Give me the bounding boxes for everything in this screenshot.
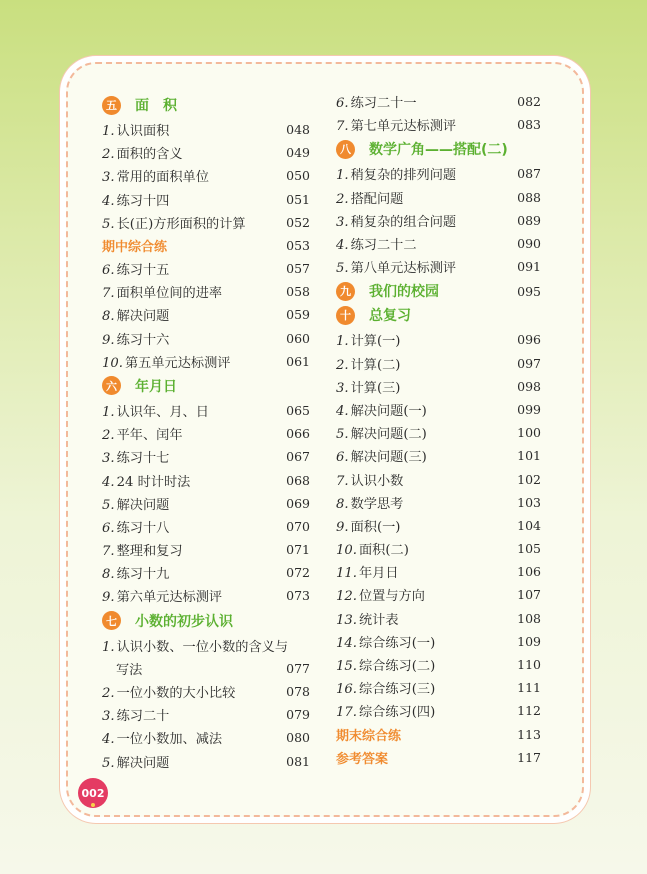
- page-ref: 104: [517, 517, 541, 533]
- entry-number: 6.: [336, 96, 349, 112]
- entry-title: 解决问题: [116, 309, 170, 325]
- entry-number: 5.: [102, 755, 115, 771]
- page-ref: 095: [517, 283, 541, 299]
- entry-title: 认识小数、一位小数的含义与: [116, 639, 289, 655]
- toc-entry-label: [102, 259, 169, 278]
- entry-number: 1.: [336, 334, 349, 350]
- toc-entry[interactable]: [336, 699, 541, 722]
- page-ref: 087: [517, 166, 541, 182]
- toc-entry-label: [336, 678, 435, 697]
- entry-title: 面积(二): [358, 543, 409, 559]
- entry-number: 1.: [102, 404, 115, 420]
- toc-entry[interactable]: [102, 141, 310, 164]
- page-ref: 106: [517, 564, 541, 580]
- entry-title: 综合练习(一): [358, 635, 436, 651]
- toc-entry[interactable]: [102, 422, 310, 445]
- toc-entry[interactable]: [336, 255, 541, 278]
- entry-number: 2.: [336, 357, 349, 373]
- toc-entry[interactable]: [336, 90, 541, 113]
- toc-entry-label: [336, 211, 456, 230]
- entry-number: 6.: [102, 263, 115, 279]
- entry-title: 练习二十: [116, 709, 170, 725]
- page-ref: 098: [517, 378, 541, 394]
- toc-entry-label: [102, 494, 169, 513]
- entry-number: 8.: [102, 309, 115, 325]
- entry-title: 一位小数的大小比较: [116, 686, 236, 702]
- toc-entry-label: [102, 190, 169, 209]
- entry-number: 16.: [336, 682, 357, 698]
- toc-entry[interactable]: [336, 583, 541, 606]
- toc-entry[interactable]: [336, 560, 541, 583]
- toc-entry-label: [102, 563, 169, 582]
- toc-entry[interactable]: [336, 352, 541, 375]
- entry-number: 1.: [336, 168, 349, 184]
- page-ref: 112: [517, 703, 541, 719]
- page-ref: 049: [286, 145, 310, 161]
- toc-entry[interactable]: [102, 634, 310, 657]
- entry-number: 4.: [102, 474, 115, 490]
- section-title: 小数的初步认识: [135, 613, 233, 630]
- entry-number: 4.: [336, 403, 349, 419]
- entry-title: 搭配问题: [350, 191, 404, 207]
- toc-entry-label: [102, 305, 169, 324]
- toc-entry-label: [102, 636, 288, 655]
- toc-entry-label: [102, 166, 209, 185]
- entry-number: 1.: [102, 639, 115, 655]
- page-ref: 053: [286, 237, 310, 253]
- chapter-number-badge: 五: [102, 96, 121, 115]
- entry-title: 年月日: [358, 566, 399, 582]
- page-ref: 050: [286, 168, 310, 184]
- toc-entry[interactable]: [336, 232, 541, 255]
- toc-entry-label: [102, 352, 230, 371]
- toc-entry-label: [336, 423, 427, 442]
- toc-entry[interactable]: [336, 537, 541, 560]
- section-title: 面 积: [135, 98, 177, 114]
- entry-number: 7.: [102, 544, 115, 560]
- entry-title: 稍复杂的组合问题: [350, 214, 457, 230]
- page-ref: 097: [517, 355, 541, 371]
- section-heading[interactable]: [102, 94, 310, 116]
- entry-number: 10.: [102, 355, 123, 371]
- toc-entry[interactable]: [336, 653, 541, 676]
- toc-entry-label: [102, 586, 222, 605]
- entry-number: 11.: [336, 566, 357, 582]
- toc-entry-label: [336, 257, 456, 276]
- page-ref: 065: [286, 402, 310, 418]
- page-ref: 079: [286, 707, 310, 723]
- entry-title: 计算(二): [350, 357, 401, 373]
- page-ref: 099: [517, 401, 541, 417]
- entry-title: 认识年、月、日: [116, 404, 209, 420]
- toc-entry[interactable]: [102, 350, 310, 373]
- toc-entry-label: [336, 539, 409, 558]
- toc-entry-label: [336, 354, 400, 373]
- entry-title: 24 时计时法: [116, 474, 191, 490]
- entry-title: 第六单元达标测评: [116, 590, 223, 606]
- entry-title: 统计表: [358, 612, 399, 628]
- page-ref: 101: [517, 448, 541, 464]
- entry-number: 7.: [102, 286, 115, 302]
- page-ref: 102: [517, 471, 541, 487]
- toc-entry-label: [102, 143, 183, 162]
- entry-title: 解决问题: [116, 497, 170, 513]
- toc-entry-label: [102, 424, 183, 443]
- toc-entry[interactable]: [102, 303, 310, 326]
- toc-entry[interactable]: [336, 514, 541, 537]
- toc-entry[interactable]: [102, 492, 310, 515]
- toc-entry-label: [336, 188, 403, 207]
- entry-number: 9.: [336, 519, 349, 535]
- toc-entry[interactable]: [102, 726, 310, 749]
- entry-title: 写法: [116, 662, 143, 678]
- toc-entry-label: [336, 92, 417, 111]
- toc-entry-label: [102, 329, 169, 348]
- chapter-number-badge: 八: [336, 140, 355, 159]
- page-ref: 077: [286, 660, 310, 676]
- entry-number: 4.: [102, 732, 115, 748]
- entry-title: 练习十六: [116, 332, 170, 348]
- section-heading[interactable]: [102, 610, 310, 632]
- toc-entry-label: [336, 516, 400, 535]
- section-heading[interactable]: [336, 138, 541, 160]
- page-ref: 067: [286, 449, 310, 465]
- page-ref: 108: [517, 610, 541, 626]
- toc-entry[interactable]: [336, 491, 541, 514]
- entry-number: 2.: [336, 191, 349, 207]
- toc-entry[interactable]: [336, 421, 541, 444]
- toc-entry-label: [336, 701, 435, 720]
- entry-title: 练习二十二: [350, 238, 417, 254]
- toc-entry-label: [102, 282, 222, 301]
- entry-number: 1.: [102, 124, 115, 140]
- toc-entry[interactable]: [102, 211, 310, 234]
- toc-entry-label: [336, 493, 403, 512]
- toc-entry[interactable]: [336, 375, 541, 398]
- toc-entry-label: [336, 115, 456, 134]
- entry-title: 综合练习(三): [358, 682, 436, 698]
- entry-number: 5.: [102, 216, 115, 232]
- page-ref: 048: [286, 122, 310, 138]
- toc-entry[interactable]: [102, 280, 310, 303]
- page-ref: 068: [286, 472, 310, 488]
- entry-title: 稍复杂的排列问题: [350, 168, 457, 184]
- section-title: 我们的校园: [369, 284, 439, 301]
- entry-title: 第八单元达标测评: [350, 261, 457, 277]
- entry-number: 4.: [102, 193, 115, 209]
- entry-title: 面积单位间的进率: [116, 286, 223, 302]
- entry-number: 9.: [102, 590, 115, 606]
- page-ref: 051: [286, 191, 310, 207]
- page-ref: 052: [286, 214, 310, 230]
- entry-title: 练习十四: [116, 193, 170, 209]
- page-number-badge: 002: [78, 778, 108, 808]
- entry-title: 练习十五: [116, 263, 170, 279]
- page-ref: 088: [517, 189, 541, 205]
- page-ref: 069: [286, 495, 310, 511]
- toc-entry-label: [336, 377, 400, 396]
- toc-entry[interactable]: [102, 188, 310, 211]
- chapter-number-badge: 七: [102, 611, 121, 630]
- section-heading[interactable]: [336, 304, 541, 326]
- toc-entry-label: [102, 471, 190, 490]
- entry-title: 面积的含义: [116, 147, 183, 163]
- toc-entry[interactable]: [102, 561, 310, 584]
- page-ref: 117: [517, 749, 541, 765]
- toc-entry[interactable]: [102, 257, 310, 280]
- entry-number: 6.: [336, 450, 349, 466]
- entry-title: 数学思考: [350, 496, 404, 512]
- entry-title: 认识面积: [116, 124, 170, 140]
- toc-entry-label: [336, 562, 399, 581]
- entry-title: 第五单元达标测评: [124, 355, 231, 371]
- toc-entry-label: [336, 446, 427, 465]
- page-ref: 096: [517, 332, 541, 348]
- entry-number: 3.: [336, 214, 349, 230]
- special-entry[interactable]: [336, 723, 541, 746]
- page-ref: 057: [286, 261, 310, 277]
- entry-title: 练习二十一: [350, 96, 417, 112]
- page-ref: 072: [286, 565, 310, 581]
- toc-entry[interactable]: [336, 630, 541, 653]
- toc-left-column: [102, 92, 310, 773]
- toc-entry-label: [336, 585, 425, 604]
- page-ref: 110: [517, 657, 541, 673]
- entry-number: 5.: [102, 497, 115, 513]
- entry-title: 练习十七: [116, 451, 170, 467]
- toc-entry[interactable]: [102, 445, 310, 468]
- toc-entry[interactable]: [102, 468, 310, 491]
- toc-entry[interactable]: [336, 467, 541, 490]
- entry-title: 认识小数: [350, 473, 404, 489]
- page-ref: 066: [286, 426, 310, 442]
- entry-title: 计算(一): [350, 334, 401, 350]
- toc-entry[interactable]: [336, 444, 541, 467]
- page-ref: 081: [286, 753, 310, 769]
- section-heading[interactable]: [102, 375, 310, 397]
- toc-entry-label: [336, 632, 435, 651]
- page-ref: 100: [517, 425, 541, 441]
- toc-entry[interactable]: [102, 164, 310, 187]
- entry-title: 长(正)方形面积的计算: [116, 216, 246, 232]
- entry-number: 2.: [102, 147, 115, 163]
- toc-entry-label: [102, 213, 246, 232]
- entry-title: 计算(三): [350, 380, 401, 396]
- page-ref: 107: [517, 587, 541, 603]
- special-entry-title: 参考答案: [336, 751, 389, 767]
- toc-entry[interactable]: [102, 515, 310, 538]
- toc-right-column: [336, 90, 541, 769]
- entry-number: 7.: [336, 473, 349, 489]
- page-ref: 089: [517, 212, 541, 228]
- toc-entry[interactable]: [102, 118, 310, 141]
- entry-title: 解决问题: [116, 755, 170, 771]
- toc-entry-label: [336, 234, 417, 253]
- toc-entry-label: [102, 705, 169, 724]
- entry-number: 5.: [336, 427, 349, 443]
- special-entry[interactable]: [102, 234, 310, 257]
- page-ref: 078: [286, 684, 310, 700]
- section-title: 数学广角——搭配(二): [369, 142, 508, 159]
- toc-entry-label: [102, 752, 169, 771]
- entry-title: 练习十八: [116, 520, 170, 536]
- toc-entry-label: [336, 609, 399, 628]
- entry-number: 3.: [102, 451, 115, 467]
- toc-entry[interactable]: [336, 209, 541, 232]
- entry-title: 平年、闰年: [116, 428, 183, 444]
- entry-title: 面积(一): [350, 519, 401, 535]
- special-entry-title: 期末综合练: [336, 728, 402, 744]
- chapter-number-badge: 十: [336, 306, 355, 325]
- entry-number: 17.: [336, 705, 357, 721]
- entry-title: 一位小数加、减法: [116, 732, 223, 748]
- entry-number: 13.: [336, 612, 357, 628]
- section-title: 年月日: [135, 378, 177, 395]
- entry-number: 15.: [336, 659, 357, 675]
- section-heading[interactable]: [336, 280, 541, 302]
- page-ref: 073: [286, 588, 310, 604]
- page-ref: 113: [517, 726, 541, 742]
- entry-number: 3.: [102, 709, 115, 725]
- page-ref: 109: [517, 633, 541, 649]
- toc-entry[interactable]: [102, 703, 310, 726]
- entry-number: 2.: [102, 686, 115, 702]
- toc-entry-label: [336, 400, 427, 419]
- special-entry[interactable]: [336, 746, 541, 769]
- entry-number: 9.: [102, 332, 115, 348]
- page-ref: 103: [517, 494, 541, 510]
- page-ref: 082: [517, 94, 541, 110]
- toc-entry-label: [336, 330, 400, 349]
- entry-title: 第七单元达标测评: [350, 119, 457, 135]
- entry-number: 5.: [336, 261, 349, 277]
- entry-title: 解决问题(三): [350, 450, 427, 466]
- section-title: 总复习: [369, 308, 411, 325]
- toc-entry[interactable]: [102, 327, 310, 350]
- page-ref: 090: [517, 236, 541, 252]
- page-ref: 061: [286, 353, 310, 369]
- page-ref: 058: [286, 284, 310, 300]
- toc-entry[interactable]: [336, 186, 541, 209]
- entry-title: 练习十九: [116, 567, 170, 583]
- chapter-number-badge: 六: [102, 376, 121, 395]
- entry-title: 解决问题(二): [350, 427, 427, 443]
- toc-entry[interactable]: [102, 538, 310, 561]
- special-entry-title: 期中综合练: [102, 239, 168, 255]
- entry-title: 整理和复习: [116, 544, 183, 560]
- toc-entry-label: [102, 447, 169, 466]
- toc-entry-label: [102, 682, 235, 701]
- toc-entry[interactable]: [336, 162, 541, 185]
- toc-entry-label: [336, 655, 435, 674]
- entry-number: 2.: [102, 428, 115, 444]
- toc-entry-label: [102, 540, 183, 559]
- entry-number: 14.: [336, 635, 357, 651]
- entry-number: 8.: [336, 496, 349, 512]
- entry-title: 综合练习(四): [358, 705, 436, 721]
- toc-entry-label: [102, 120, 169, 139]
- entry-title: 常用的面积单位: [116, 170, 209, 186]
- page-ref: 080: [286, 730, 310, 746]
- page-ref: 060: [286, 330, 310, 346]
- page-ref: 059: [286, 307, 310, 323]
- chapter-number-badge: 九: [336, 282, 355, 301]
- toc-entry-label: [102, 728, 222, 747]
- entry-number: 7.: [336, 119, 349, 135]
- toc-entry[interactable]: [336, 676, 541, 699]
- toc-entry-label: [336, 164, 456, 183]
- page-ref: 105: [517, 541, 541, 557]
- entry-title: 解决问题(一): [350, 403, 427, 419]
- entry-number: 8.: [102, 567, 115, 583]
- toc-entry[interactable]: [336, 607, 541, 630]
- page-ref: 070: [286, 518, 310, 534]
- page-ref: 091: [517, 259, 541, 275]
- toc-entry[interactable]: [336, 113, 541, 136]
- page-ref: 083: [517, 117, 541, 133]
- toc-entry-label: [102, 401, 209, 420]
- toc-entry-label: [336, 470, 403, 489]
- entry-number: 12.: [336, 589, 357, 605]
- page-ref: 111: [517, 680, 541, 696]
- entry-number: 4.: [336, 238, 349, 254]
- toc-entry[interactable]: [336, 328, 541, 351]
- toc-entry-label: [116, 659, 142, 678]
- entry-number: 3.: [102, 170, 115, 186]
- toc-entry[interactable]: [102, 680, 310, 703]
- entry-number: 6.: [102, 520, 115, 536]
- toc-entry-label: [102, 517, 169, 536]
- toc-entry[interactable]: [336, 398, 541, 421]
- page-ref: 071: [286, 542, 310, 558]
- entry-title: 综合练习(二): [358, 659, 436, 675]
- toc-entry[interactable]: [102, 750, 310, 773]
- entry-number: 3.: [336, 380, 349, 396]
- toc-entry[interactable]: [102, 584, 310, 607]
- toc-entry[interactable]: [102, 657, 310, 680]
- entry-title: 位置与方向: [358, 589, 425, 605]
- toc-entry[interactable]: [102, 399, 310, 422]
- entry-number: 10.: [336, 543, 357, 559]
